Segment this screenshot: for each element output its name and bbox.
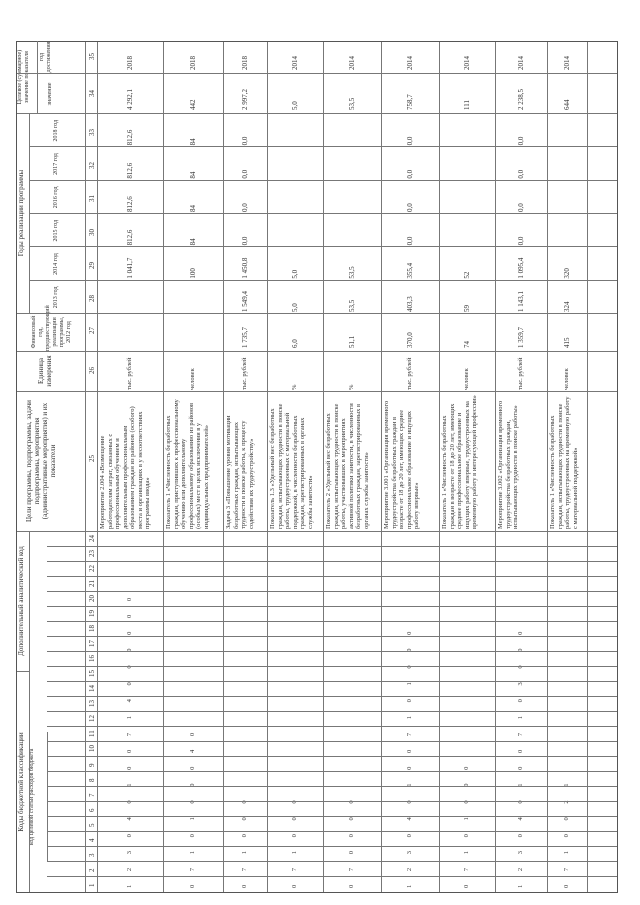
row-target-year: 2014 <box>348 56 356 70</box>
column-number: 35 <box>88 53 96 60</box>
row-year-value: 355,4 <box>406 262 414 279</box>
code-col-line <box>47 711 617 712</box>
row-unit: % <box>291 384 298 390</box>
row-target-year: 2014 <box>463 56 471 70</box>
row-year-value: 84 <box>189 238 197 246</box>
table-row <box>267 42 323 892</box>
row-year-value: 0,0 <box>406 203 414 212</box>
row-target: 53,5 <box>348 97 356 110</box>
column-number: 10 <box>88 745 96 752</box>
row-year-value: 1 450,8 <box>241 257 249 279</box>
row-fin: 370,0 <box>406 332 414 348</box>
row-name: Показатель 1.3 «Удельный вес безработных граждан, испытывающих трудности в поиске работы, трудоустроенных с материальной поддержкой, в численности безработных граждан, зарегистрированных в органах службы занятости» <box>269 403 314 529</box>
main-col-line <box>17 73 617 74</box>
row-year-value: 0,0 <box>517 236 525 246</box>
column-number: 12 <box>88 715 96 722</box>
row-fin: 1 359,7 <box>517 327 525 348</box>
column-number: 16 <box>88 655 96 662</box>
code-col-line <box>47 681 617 682</box>
row-target-year: 2014 <box>291 56 299 70</box>
row-year-value: 812,6 <box>126 229 134 246</box>
row-target-year: 2018 <box>189 56 197 70</box>
row-year-value: 403,3 <box>406 296 414 312</box>
row-name: Мероприятие 2.004 «Возмещение работодателям затрат, связанных с профессиональным обучением и дополнительным профессиональным образованием граждан из районов (особого) места и организациях в у несоответствиях программы ввода» <box>99 406 151 529</box>
row-year-value: 0,0 <box>517 136 525 146</box>
header-name-col: Цели программы, подпрограммы, задачи подпрограммы, мероприятия (административные мероприятия) и их показатели <box>25 391 85 532</box>
code-col-line <box>47 801 617 802</box>
column-number: 4 <box>88 838 96 842</box>
row-year-value: 1 041,7 <box>126 257 134 279</box>
code-col-line <box>47 576 617 577</box>
row-year-value: 0,0 <box>241 136 249 146</box>
code-col-line <box>47 816 617 817</box>
row-target-year: 2014 <box>563 56 571 70</box>
row-year-value: 5,0 <box>291 269 299 279</box>
header-target-group: Целевое (суммарное) значение показателя <box>17 41 38 114</box>
column-number: 2 <box>88 868 96 872</box>
code-col-line <box>47 756 617 757</box>
row-fin: 1 735,7 <box>241 327 249 348</box>
row-divider <box>587 42 588 892</box>
table-row <box>381 42 439 892</box>
code-col-line <box>47 771 617 772</box>
row-year-value: 1 549,4 <box>241 291 249 312</box>
main-col-line <box>17 391 617 392</box>
column-number: 26 <box>88 367 96 374</box>
row-codes: 0 7 1 0 0 0 <box>291 794 298 888</box>
row-year-value: 320 <box>563 268 571 279</box>
row-target: 644 <box>563 99 571 110</box>
row-year-value: 84 <box>189 205 197 212</box>
row-target: 2 997,2 <box>241 89 249 110</box>
row-name: Показатель 2 «Удельный вес безработных граждан, испытывающих трудности в поиске работы, участвовавших в мероприятиях активной политики занятости, в численности безработных граждан, зарегистрированных в органах службы занятости» <box>325 403 370 529</box>
row-target: 2 238,5 <box>517 89 525 110</box>
row-fin: 74 <box>463 341 471 348</box>
row-year-value: 53,5 <box>348 266 356 279</box>
row-year-value: 0,0 <box>406 136 414 146</box>
row-name: Задача 3 «Повышение уровня мотивации безработных граждан, испытывающих трудности в поиске работы, к процессу содействия их трудоустройству» <box>225 415 255 529</box>
column-number: 7 <box>88 793 96 797</box>
row-year-value: 1 095,4 <box>517 257 525 279</box>
row-year-value: 5,0 <box>291 303 299 312</box>
column-number: 8 <box>88 778 96 782</box>
year-col-line <box>29 213 617 214</box>
row-codes: 0 7 1 0 1 0 0 0 4 0 <box>189 726 196 888</box>
code-col-line <box>47 621 617 622</box>
year-label: 2016 год <box>53 186 59 209</box>
column-number: 1 <box>88 883 96 887</box>
year-label: 2014 год <box>53 253 59 275</box>
column-number: 18 <box>88 625 96 632</box>
header-fin-col: Финансовый год, предшествующий реализации программы, 2012 год <box>31 313 81 352</box>
year-label: 2013 год <box>53 286 59 309</box>
row-fin: 415 <box>563 337 571 348</box>
row-name: Мероприятие 3.001 «Организация временного трудоустройства безработных граждан в возрасте от 18 до 20 лет, имеющих среднее профессиональное образование и ищущих работу впервые» <box>383 400 420 529</box>
column-number: 11 <box>88 730 96 737</box>
main-col-line <box>17 531 617 532</box>
row-year-value: 812,6 <box>126 196 134 212</box>
column-number: 29 <box>88 262 96 269</box>
row-codes: 1 2 3 0 4 0 1 0 0 7 1 0 1 0 0 0 <box>406 625 413 888</box>
row-codes: 1 2 3 0 4 0 1 0 0 7 1 4 0 0 0 0 0 0 <box>126 591 133 888</box>
row-year-value: 0,0 <box>406 169 414 179</box>
row-year-value: 59 <box>463 305 471 312</box>
row-target: 4 292,1 <box>126 89 134 110</box>
row-year-value: 0,0 <box>241 169 249 179</box>
header-years-group: Годы реализации программы <box>17 113 30 314</box>
column-number: 20 <box>88 595 96 602</box>
header-dop-group: Дополнительный аналитический код <box>17 531 30 672</box>
code-col-line <box>47 561 617 562</box>
row-target-year: 2014 <box>517 56 525 70</box>
table-row <box>97 42 163 892</box>
column-number: 3 <box>88 853 96 857</box>
year-col-line <box>29 180 617 181</box>
column-number: 5 <box>88 823 96 827</box>
row-target: 111 <box>463 100 471 110</box>
column-number: 33 <box>88 129 96 136</box>
row-codes: 0 7 1 0 1 0 0 0 <box>463 760 470 888</box>
row-target: 5,0 <box>291 101 299 110</box>
colnum-divider <box>97 42 98 892</box>
header-codes-group: Коды бюджетной классификации <box>17 672 30 892</box>
row-year-value: 0,0 <box>241 203 249 212</box>
code-col-line <box>47 831 617 832</box>
row-year-value: 100 <box>189 268 197 279</box>
row-target: 758,7 <box>406 94 414 110</box>
column-number: 34 <box>88 90 96 97</box>
year-col-line <box>29 280 617 281</box>
row-unit: тыс. рублей <box>126 357 133 390</box>
row-name: Показатель 1 «Численность безработных граждан в возрасте от 18 до 20 лет, имеющих среднее профессиональное образование и ищущих работу впервые, трудоустроенных на временную работу в интересующей профессии» <box>441 395 478 529</box>
row-fin: 51,1 <box>348 335 356 348</box>
row-name: Мероприятие 3.002 «Организация временного трудоустройства безработных граждан, испытывающих трудности в поиске работы» <box>497 400 519 529</box>
table-row <box>495 42 547 892</box>
column-number: 9 <box>88 763 96 767</box>
code-col-line <box>47 861 617 862</box>
row-year-value: 1 143,1 <box>517 291 525 312</box>
row-name: Показатель 1 «Численность безработных граждан, приступивших к профессиональному обучению или дополнительному профессиональному образованию из районов (особых) мест в целях исключения в у индивидуальных предпринимателей» <box>165 399 210 529</box>
table-row <box>323 42 381 892</box>
code-col-line <box>47 786 617 787</box>
column-number: 17 <box>88 640 96 647</box>
header-target-year: год достижения <box>39 41 69 74</box>
column-number: 25 <box>88 455 96 462</box>
code-col-line <box>47 741 617 742</box>
code-col-line <box>47 726 617 727</box>
column-number: 30 <box>88 229 96 236</box>
row-unit: человек <box>463 368 470 390</box>
column-number: 6 <box>88 808 96 812</box>
column-number: 32 <box>88 162 96 169</box>
row-target: 442 <box>189 99 197 110</box>
code-col-line <box>47 651 617 652</box>
table-row <box>163 42 223 892</box>
row-year-value: 0,0 <box>517 169 525 179</box>
row-codes: 0 7 1 0 0 2 1 <box>563 777 570 888</box>
code-col-line <box>47 666 617 667</box>
header-target-value: значение <box>47 82 53 106</box>
column-number: 24 <box>88 535 96 542</box>
row-unit: человек <box>563 368 570 390</box>
header-unit-col: Единица измерения <box>37 351 77 392</box>
row-year-value: 84 <box>189 138 197 146</box>
row-year-value: 0,0 <box>241 236 249 246</box>
main-col-line <box>17 113 617 114</box>
code-col-line <box>47 876 617 877</box>
table-row <box>439 42 495 892</box>
main-col-line <box>17 351 617 352</box>
column-number: 23 <box>88 550 96 557</box>
column-number: 15 <box>88 670 96 677</box>
row-unit: человек <box>189 368 196 390</box>
year-col-line <box>29 146 617 147</box>
column-number: 27 <box>88 327 96 334</box>
row-unit: тыс. рублей <box>517 357 524 390</box>
column-number: 19 <box>88 610 96 617</box>
row-codes: 0 7 0 0 0 0 <box>348 794 355 888</box>
row-year-value: 53,5 <box>348 299 356 312</box>
column-number: 22 <box>88 565 96 572</box>
year-label: 2018 год <box>53 119 59 142</box>
year-label: 2017 год <box>53 153 59 175</box>
main-col-line <box>17 313 617 314</box>
column-number: 31 <box>88 195 96 202</box>
row-codes: 0 7 1 0 0 0 <box>241 794 248 888</box>
row-target-year: 2014 <box>406 56 414 70</box>
column-number: 14 <box>88 685 96 692</box>
code-col-line <box>47 696 617 697</box>
table-row <box>223 42 267 892</box>
row-year-value: 812,6 <box>126 129 134 146</box>
code-col-line <box>47 546 617 547</box>
column-number: 13 <box>88 700 96 707</box>
row-year-value: 52 <box>463 271 471 279</box>
year-label: 2015 год <box>53 219 59 242</box>
row-unit: тыс. рублей <box>406 357 413 390</box>
row-fin: 6,0 <box>291 339 299 348</box>
code-col-line <box>47 636 617 637</box>
row-target-year: 2018 <box>241 56 249 70</box>
row-year-value: 0,0 <box>406 236 414 246</box>
column-number: 28 <box>88 295 96 302</box>
row-unit: тыс. рублей <box>241 357 248 390</box>
code-col-line <box>47 846 617 847</box>
header-codes-subgroup: код целевой статьи расходов бюджета <box>29 732 48 862</box>
code-col-line <box>47 591 617 592</box>
row-year-value: 324 <box>563 301 571 312</box>
row-year-value: 0,0 <box>517 203 525 212</box>
row-name: Показатель 1 «Численность безработных граждан, испытывающих трудности в поиске работы, трудоустроенных на временную работу с материальной поддержкой» <box>549 396 579 529</box>
program-table <box>16 41 618 893</box>
row-year-value: 84 <box>189 171 197 179</box>
year-col-line <box>29 246 617 247</box>
table-row <box>547 42 587 892</box>
row-unit: % <box>348 384 355 390</box>
row-target-year: 2018 <box>126 56 134 70</box>
row-year-value: 812,6 <box>126 162 134 179</box>
code-col-line <box>47 606 617 607</box>
column-number: 21 <box>88 580 96 587</box>
header-divider <box>85 42 86 892</box>
row-codes: 1 2 3 0 4 0 1 0 0 7 1 0 3 0 0 0 <box>517 625 524 888</box>
